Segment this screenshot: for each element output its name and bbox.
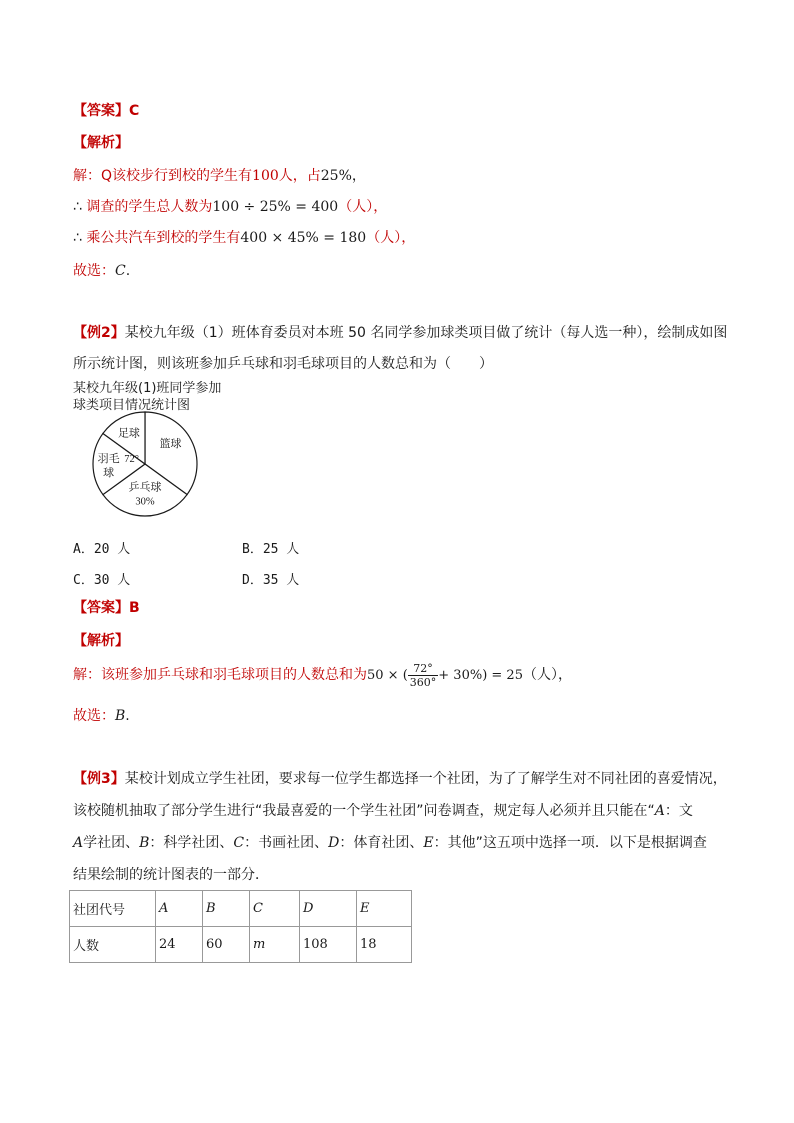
q2-answer-value: B (129, 600, 140, 616)
q2-conclusion-choice: B (115, 708, 126, 724)
table-row (70, 927, 412, 963)
q2-option-b: B．25 人 (242, 542, 300, 557)
q2-sol-expr-b: + 30%) = 25 (438, 668, 523, 683)
q3-seg-d: D (328, 835, 340, 851)
q2-analysis-tag: 【解析】 (73, 633, 129, 649)
q1-solution-line2 (73, 197, 387, 217)
q3-line3 (73, 833, 707, 853)
table-cell: 社团代号 (70, 891, 156, 927)
q3-letter-a: A (654, 803, 665, 819)
table-cell: 60 (203, 927, 250, 963)
q1-solution-line1 (73, 166, 366, 186)
q1-solution-line3 (73, 228, 415, 248)
q3-seg-1: 学社团、 (83, 835, 140, 851)
q1-sol1-text: 该校步行到校的学生有 (112, 168, 253, 184)
q3-line1 (73, 769, 727, 789)
table-cell: D (300, 891, 357, 927)
q2-stem-line1 (73, 323, 727, 343)
q2-option-a: A．20 人 (73, 542, 131, 557)
q1-sol2-text: 调查的学生总人数为 (86, 199, 213, 215)
q2-answer-line (73, 598, 140, 618)
q3-seg-9: ：其他”这五项中选择一项．以下是根据调查 (433, 835, 707, 851)
q1-conclusion-prefix: 故选： (73, 263, 115, 279)
q2-option-c: C．30 人 (73, 573, 131, 588)
q2-fraction (408, 662, 439, 689)
q1-therefore-symbol-2: ∴ (73, 230, 82, 246)
q3-seg-e: E (423, 835, 434, 851)
pie-slice-label: 乒乓球 (128, 481, 162, 494)
q3-seg-7: ：体育社团、 (339, 835, 424, 851)
table-header-row (70, 891, 412, 927)
q3-line1-text: 某校计划成立学生社团，要求每一位学生都选择一个社团，为了了解学生对不同社团的喜爱情况， (124, 771, 727, 787)
q2-solution (73, 658, 572, 693)
q2-conclusion-prefix: 故选： (73, 708, 115, 724)
q3-seg-a: A (73, 835, 84, 851)
q3-line2-end: ：文 (664, 803, 693, 819)
pie-slice-label: 篮球 (159, 438, 182, 451)
q1-conclusion (73, 261, 130, 281)
q2-frac-den: 360° (409, 675, 437, 689)
q2-sol-expr-a: 50 × ( (367, 668, 408, 683)
table-cell: 108 (300, 927, 357, 963)
q1-answer-line (73, 101, 139, 121)
q3-tag: 【例3】 (73, 771, 125, 787)
club-table (69, 890, 412, 963)
q2-conclusion (73, 706, 130, 726)
pie-slice-label: 球 (103, 467, 115, 479)
q1-answer-value: C (129, 103, 140, 119)
q1-because-symbol: Q (101, 168, 113, 184)
table-cell: 人数 (70, 927, 156, 963)
q2-frac-num: 72° (408, 662, 439, 676)
table-cell: m (250, 927, 300, 963)
q3-line4: 结果绘制的统计图表的一部分． (73, 867, 269, 883)
q3-seg-5: ：书画社团、 (244, 835, 329, 851)
q3-seg-3: ：科学社团、 (149, 835, 234, 851)
table-cell: A (156, 891, 203, 927)
q1-sol2-expr: 100 ÷ 25% = 400 (212, 199, 339, 215)
q2-option-d: D．35 人 (242, 573, 300, 588)
chart-title-line2: 球类项目情况统计图 (73, 398, 191, 413)
q1-sol1-text2: 人，占 (278, 168, 321, 184)
q2-sol-prefix: 解： (73, 667, 101, 683)
table-cell: C (250, 891, 300, 927)
q2-sol-end: （人）， (522, 667, 572, 683)
q1-sol1-num: 100 (252, 168, 279, 184)
q3-seg-b: B (139, 835, 150, 851)
q1-sol3-expr: 400 × 45% = 180 (240, 230, 367, 246)
q1-conclusion-choice: C (115, 263, 126, 279)
q1-sol2-end: （人）， (338, 199, 388, 215)
table-cell: 24 (156, 927, 203, 963)
q2-sol-text: 该班参加乒乓球和羽毛球项目的人数总和为 (101, 667, 367, 683)
q1-sol3-text: 乘公共汽车到校的学生有 (86, 230, 241, 246)
q1-sol1-end: ， (351, 168, 366, 184)
q1-answer-tag: 【答案】 (73, 103, 129, 119)
chart-title-line1: 某校九年级(1)班同学参加 (73, 381, 222, 396)
q2-conclusion-end: . (125, 708, 130, 724)
q3-line2-text: 该校随机抽取了部分学生进行“我最喜爱的一个学生社团”问卷调查，规定每人必须并且只能在“ (73, 803, 655, 819)
q1-therefore-symbol-1: ∴ (73, 199, 82, 215)
pie-slice-label: 足球 (117, 427, 140, 440)
q2-stem-line2: 所示统计图，则该班参加乒乓球和羽毛球项目的人数总和为（ ） (73, 356, 493, 372)
q2-answer-tag: 【答案】 (73, 600, 129, 616)
pie-chart (80, 404, 210, 534)
q3-line2 (73, 801, 693, 821)
table-cell: B (203, 891, 250, 927)
q1-analysis-tag: 【解析】 (73, 135, 129, 151)
q2-stem-text1: 某校九年级（1）班体育委员对本班 50 名同学参加球类项目做了统计（每人选一种），绘制成如图 (124, 325, 728, 341)
table-cell: E (357, 891, 412, 927)
q2-tag: 【例2】 (73, 325, 125, 341)
q1-sol3-end: （人）， (366, 230, 416, 246)
pie-value-label: 30% (135, 496, 155, 508)
q1-conclusion-end: . (125, 263, 131, 279)
q3-seg-c: C (233, 835, 245, 851)
pie-value-label: 72° (124, 453, 139, 465)
q1-sol1-pct: 25% (320, 168, 352, 184)
table-cell: 18 (357, 927, 412, 963)
q1-sol-prefix: 解： (73, 168, 101, 184)
pie-slice-label: 羽毛 (97, 453, 120, 465)
